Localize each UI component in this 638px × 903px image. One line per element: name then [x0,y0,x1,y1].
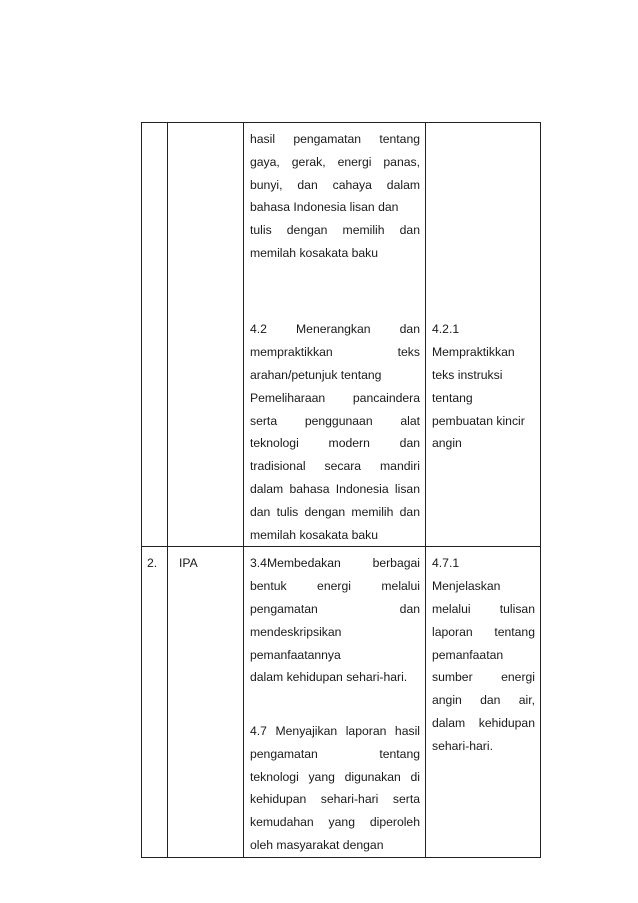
competency-block [250,720,420,857]
indicator-block [432,552,535,757]
text-line: Menjelaskan [432,579,501,594]
text-line: teknologi yang digunakan di [250,769,420,784]
competency-block [250,128,420,265]
text-line: Pemeliharaan pancaindera [250,390,420,405]
text-line: teknologi modern dan [250,436,420,451]
text-line: bentuk energi melalui [250,579,420,594]
text-line: hasil pengamatan tentang [250,132,420,146]
text-line: teks instruksi [432,367,503,382]
competency-block [250,552,420,689]
text-line: memilah kosakata baku [250,245,379,260]
text-line: laporan tentang [432,624,535,639]
text-line: dalam kehidupan sehari-hari. [250,670,408,685]
text-line: tentang [432,390,473,405]
row-number: 2. [147,556,158,571]
text-line: 4.2 Menerangkan dan [250,322,420,337]
text-line: Mempraktikkan [432,345,515,360]
text-line: kehidupan sehari-hari serta [250,792,420,807]
text-line: 4.7 Menyajikan laporan hasil [250,723,420,738]
text-line: dan tulis dengan memilih dan [250,504,420,519]
text-line: serta penggunaan alat [250,413,420,428]
text-line: 4.7.1 [432,556,460,571]
text-line: angin dan air, [432,693,535,708]
text-line: sumber energi [432,670,535,685]
subject-name: IPA [179,556,198,571]
text-line: 3.4Membedakan berbagai [250,556,420,571]
text-line: angin [432,436,462,451]
text-line: memilah kosakata baku [250,527,379,542]
indicator-cell [426,123,541,547]
table-row [142,123,541,547]
text-line: melalui tulisan [432,601,535,616]
competency-cell [244,547,426,857]
text-line: dalam kehidupan [432,715,535,730]
table-row [142,547,541,857]
text-line: oleh masyarakat dengan [250,837,384,852]
subject-cell [168,547,244,857]
text-line: mendeskripsikan [250,624,342,639]
text-line: arahan/petunjuk tentang [250,367,382,382]
number-cell [142,547,168,857]
competency-cell [244,123,426,547]
text-line: pemanfaatannya [250,647,341,662]
text-line: gaya, gerak, energi panas, [250,154,420,169]
competency-block [250,318,420,546]
text-line: bunyi, dan cahaya dalam [250,177,420,192]
number-cell [142,123,168,547]
text-line: tulis dengan memilih dan [250,223,420,238]
text-line: pemanfaatan [432,647,504,662]
text-line: pengamatan dan [250,601,420,616]
text-line: tradisional secara mandiri [250,459,420,474]
text-line: bahasa Indonesia lisan dan [250,200,399,215]
indicator-block [432,318,535,455]
text-line: pengamatan tentang [250,746,420,761]
text-line: dalam bahasa Indonesia lisan [250,481,420,496]
text-line: sehari-hari. [432,738,493,753]
text-line: kemudahan yang diperoleh [250,815,420,830]
text-line: pembuatan kincir [432,413,525,428]
text-line: mempraktikkan teks [250,345,420,360]
text-line: 4.2.1 [432,322,460,337]
subject-cell [168,123,244,547]
indicator-cell [426,547,541,857]
curriculum-table [141,122,541,858]
